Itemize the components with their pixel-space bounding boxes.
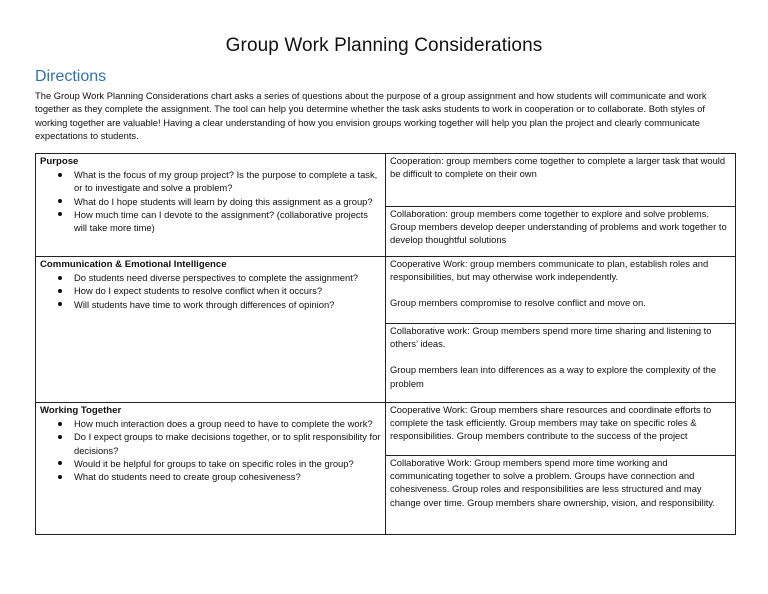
section-heading: Working Together <box>40 405 122 416</box>
list-item: Will students have time to work through differences of opinion? <box>74 298 381 311</box>
description-text: Collaborative Work: Group members spend more time working and communicating together to solve a problem. Groups have connection and cohesiveness. Group roles and responsibilities are less structured and may change over time. Group members share ownership, vision, and responsibility. <box>390 457 715 508</box>
description-text: Collaborative work: Group members spend more time sharing and listening to others’ ideas. <box>390 325 712 350</box>
description-cell <box>386 154 736 257</box>
description-block <box>386 323 735 402</box>
question-list <box>40 417 381 483</box>
question-list <box>40 168 381 234</box>
list-item: Do students need diverse perspectives to complete the assignment? <box>74 271 381 284</box>
list-item: Do I expect groups to make decisions together, or to split responsibility for decisions? <box>74 431 381 456</box>
description-cell <box>386 257 736 403</box>
description-block <box>386 206 735 256</box>
description-block <box>386 154 735 206</box>
description-text: Cooperative Work: group members communicate to plan, establish roles and responsibilities, but may otherwise work independently. <box>390 258 709 283</box>
list-item: How much time can I devote to the assignment? (collaborative projects will take more time) <box>74 208 381 234</box>
description-block <box>386 403 735 455</box>
table-row <box>36 403 736 535</box>
question-cell <box>36 257 386 403</box>
section-heading: Purpose <box>40 156 79 167</box>
page-title: Group Work Planning Considerations <box>225 35 543 56</box>
list-item: How much interaction does a group need to have to complete the work? <box>74 417 381 430</box>
description-text: Cooperation: group members come together to complete a larger task that would be difficult to complete on their own <box>390 155 726 180</box>
list-item: What do students need to create group cohesiveness? <box>74 470 381 483</box>
intro-paragraph: The Group Work Planning Considerations chart asks a series of questions about the purpose of a group assignment and how students will communicate and work together as they complete the assignment. The tool can help you determine whether the task asks students to work in cooperation or to collaborate. Both styles of working together are valuable! Having a clear understanding of how you envision groups working together will help you plan the project and clearly communicate expectations to students. <box>35 90 707 142</box>
description-text: Group members compromise to resolve conflict and move on. <box>390 297 646 309</box>
list-item: How do I expect students to resolve conflict when it occurs? <box>74 284 381 297</box>
considerations-table <box>35 153 736 535</box>
list-item: What do I hope students will learn by doing this assignment as a group? <box>74 195 381 208</box>
description-block <box>386 257 735 323</box>
description-cell <box>386 403 736 535</box>
question-cell <box>36 154 386 257</box>
question-list <box>40 271 381 311</box>
list-item: What is the focus of my group project? Is the purpose to complete a task, or to investigate and solve a problem? <box>74 168 381 194</box>
question-cell <box>36 403 386 535</box>
description-text: Cooperative Work: Group members share resources and coordinate efforts to complete the task efficiently. Group members may take on specific roles & responsibilities. Group members contribute to the success of the project <box>390 404 712 442</box>
directions-heading: Directions <box>35 68 107 85</box>
description-text: Group members lean into differences as a way to explore the complexity of the problem <box>390 364 717 389</box>
table-row <box>36 257 736 403</box>
description-block <box>386 455 735 534</box>
description-text: Collaboration: group members come together to explore and solve problems. Group members develop deeper understanding of problems and work together to develop thoughtful solutions <box>390 208 727 246</box>
table-row <box>36 154 736 257</box>
list-item: Would it be helpful for groups to take on specific roles in the group? <box>74 457 381 470</box>
section-heading: Communication & Emotional Intelligence <box>40 259 227 270</box>
